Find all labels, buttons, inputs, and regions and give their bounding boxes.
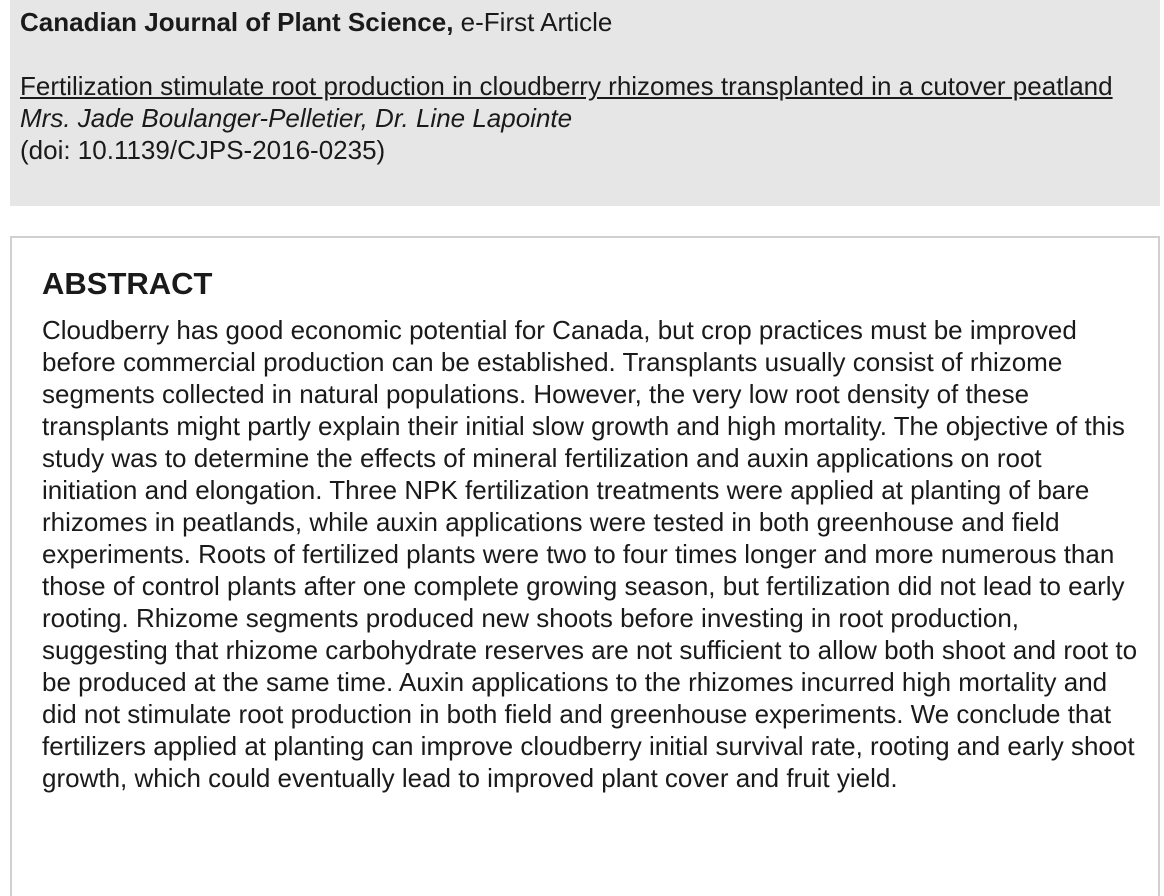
abstract-section [10,236,1160,896]
journal-line [20,6,1150,38]
journal-name: Canadian Journal of Plant Science, [20,7,454,37]
abstract-heading: ABSTRACT [42,266,213,301]
article-doi: (doi: 10.1139/CJPS-2016-0235) [20,135,386,165]
article-authors: Mrs. Jade Boulanger-Pelletier, Dr. Line Lapointe [20,103,573,133]
abstract-text: Cloudberry has good economic potential for Canada, but crop practices must be improved before commercial production can be established. Transplants usually consist of rhizome segments collected in natural populations. However, the very low root density of these transplants might partly explain their initial slow growth and high mortality. The objective of this study was to determine the effects of mineral fertilization and auxin applications on root initiation and elongation. Three NPK fertilization treatments were applied at planting of bare rhizomes in peatlands, while auxin applications were tested in both greenhouse and field experiments. Roots of fertilized plants were two to four times longer and more numerous than those of control plants after one complete growing season, but fertilization did not lead to early rooting. Rhizome segments produced new shoots before investing in root production, suggesting that rhizome carbohydrate reserves are not sufficient to allow both shoot and root to be produced at the same time. Auxin applications to the rhizomes incurred high mortality and did not stimulate root production in both field and greenhouse experiments. We conclude that fertilizers applied at planting can improve cloudberry initial survival rate, rooting and early shoot growth, which could eventually lead to improved plant cover and fruit yield. [42,315,1138,793]
article-type: e-First Article [453,7,613,37]
article-title-link[interactable]: Fertilization stimulate root production in cloudberry rhizomes transplanted in a cutover peatland [20,71,1113,101]
article-header [10,0,1160,206]
